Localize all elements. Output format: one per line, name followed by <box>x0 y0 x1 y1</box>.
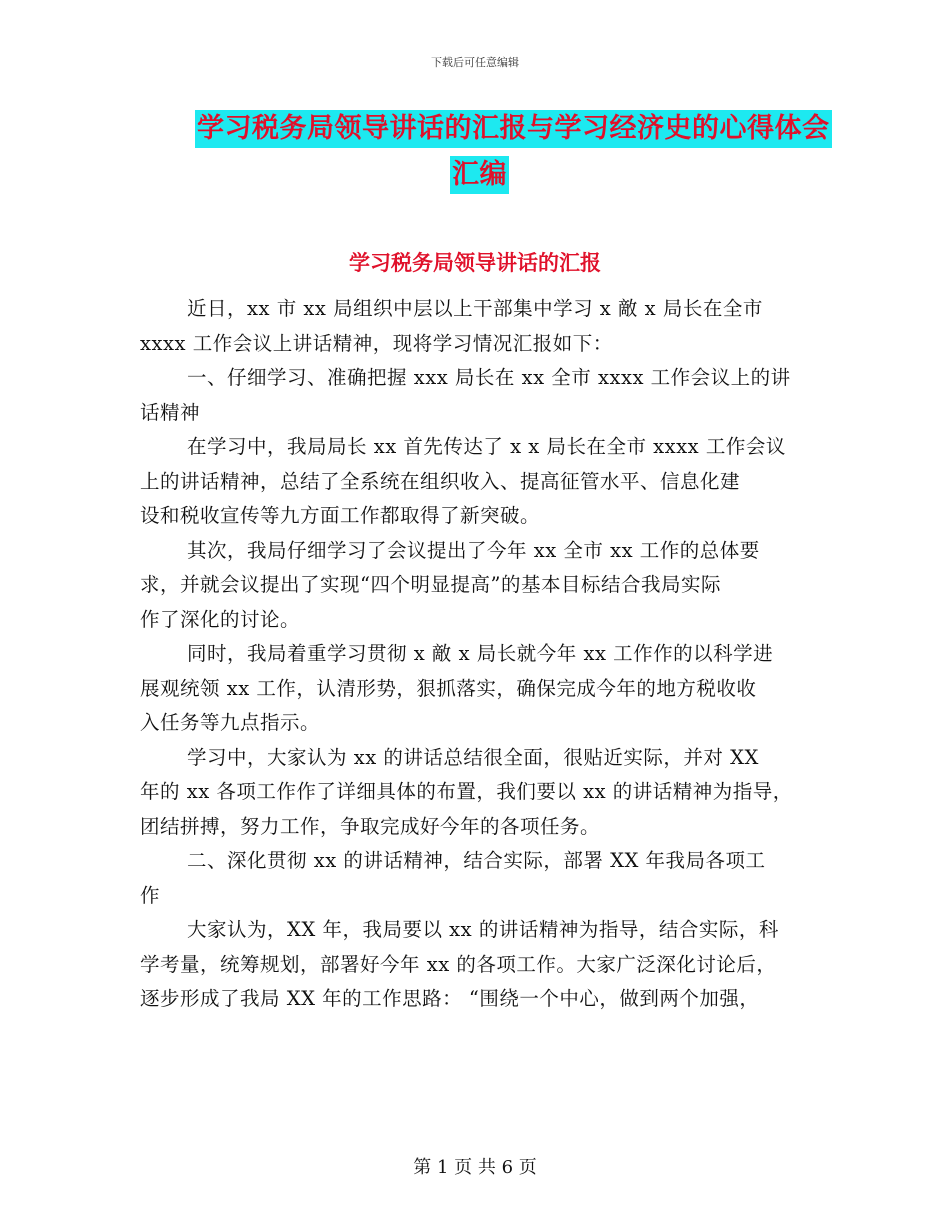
body-line: 设和税收宣传等九方面工作都取得了新突破。 <box>140 504 541 527</box>
body-line: 入任务等九点指示。 <box>140 711 321 734</box>
body-line: 近日，xx 市 xx 局组织中层以上干部集中学习 x 敵 x 局长在全市 <box>187 297 763 320</box>
page-footer: 第 1 页 共 6 页 <box>413 1157 537 1178</box>
body-line: 话精神 <box>140 400 201 424</box>
body-line: 逐步形成了我局 XX 年的工作思路： “围绕一个中心，做到两个加强， <box>140 987 760 1010</box>
body-line: 展观统领 xx 工作，认清形势，狠抓落实，确保完成今年的地方税收收 <box>140 676 757 700</box>
title-line-1: 学习税务局领导讲话的汇报与学习经济史的心得体会 <box>195 110 832 148</box>
body-line: 作了深化的讨论。 <box>140 607 301 631</box>
body-line: 在学习中，我局局长 xx 首先传达了 x x 局长在全市 xxxx 工作会议 <box>187 435 786 458</box>
body-line: 团结拼搏，努力工作，争取完成好今年的各项任务。 <box>140 814 601 838</box>
body-line: 上的讲话精神，总结了全系统在组织收入、提高征管水平、信息化建 <box>140 469 741 493</box>
body-line: 年的 xx 各项工作作了详细具体的布置，我们要以 xx 的讲话精神为指导， <box>140 780 793 803</box>
section-subtitle: 学习税务局领导讲话的汇报 <box>349 251 601 275</box>
body-text <box>140 292 820 1017</box>
body-line: 二、深化贯彻 xx 的讲话精神，结合实际，部署 XX 年我局各项工 <box>187 849 766 872</box>
body-line: xxxx 工作会议上讲话精神，现将学习情况汇报如下： <box>140 331 613 355</box>
body-line: 求，并就会议提出了实现“四个明显提高”的基本目标结合我局实际 <box>140 573 721 596</box>
body-line: 学考量，统筹规划，部署好今年 xx 的各项工作。大家广泛深化讨论后， <box>140 952 777 976</box>
body-line: 作 <box>140 883 161 907</box>
title-line-2: 汇编 <box>450 156 509 194</box>
header-note: 下载后可任意编辑 <box>431 56 519 69</box>
body-line: 同时，我局着重学习贯彻 x 敵 x 局长就今年 xx 工作作的以科学进 <box>187 642 774 665</box>
body-line: 其次，我局仔细学习了会议提出了今年 xx 全市 xx 工作的总体要 <box>187 538 760 562</box>
body-line: 大家认为，XX 年，我局要以 xx 的讲话精神为指导，结合实际，科 <box>187 918 779 941</box>
body-line: 一、仔细学习、准确把握 xxx 局长在 xx 全市 xxxx 工作会议上的讲 <box>187 366 791 389</box>
body-line: 学习中，大家认为 xx 的讲话总结很全面，很贴近实际，并对 XX <box>187 745 759 769</box>
